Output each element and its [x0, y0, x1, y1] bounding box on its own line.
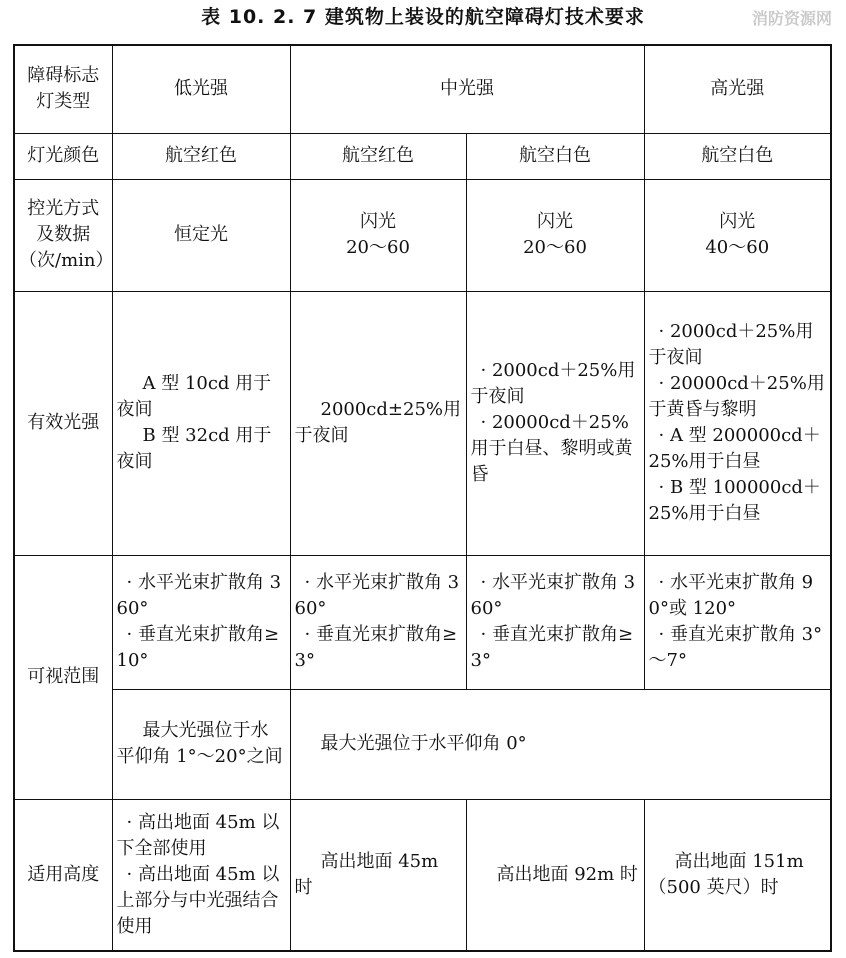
header-high-intensity: 高光强 — [644, 45, 831, 133]
max-intensity-text: 最大光强位于水平仰角 0° — [320, 733, 527, 754]
intensity-line: · 2000cd＋25%用于夜间 — [470, 360, 636, 407]
requirements-table — [13, 44, 832, 952]
row-header-color: 灯光颜色 — [14, 133, 112, 179]
control-mode: 闪光 — [360, 211, 396, 232]
intensity-line: · B 型 100000cd＋25%用于白昼 — [648, 477, 821, 524]
height-line: 高出地面 45m 时 — [294, 850, 439, 898]
intensity-cell — [466, 291, 644, 555]
height-line: · 高出地面 45m 以上部分与中光强结合使用 — [116, 863, 280, 937]
range-line: · 水平光束扩散角 360° — [116, 572, 282, 619]
control-rate: 40～60 — [705, 237, 770, 258]
range-line: · 垂直光束扩散角≥3° — [470, 624, 634, 671]
height-cell — [290, 799, 466, 951]
range-cell — [290, 555, 466, 689]
intensity-line: · 2000cd＋25%用于夜间 — [648, 321, 814, 368]
max-intensity-text: 最大光强位于水平仰角 1°～20°之间 — [116, 720, 283, 767]
control-cell — [466, 179, 644, 291]
table-row — [14, 179, 831, 291]
table-row — [14, 133, 831, 179]
intensity-line: · A 型 200000cd＋25%用于白昼 — [648, 425, 821, 472]
range-line: · 水平光束扩散角 90°或 120° — [648, 572, 814, 619]
height-cell — [644, 799, 831, 951]
header-medium-intensity: 中光强 — [290, 45, 644, 133]
table-title: 表 10. 2. 7 建筑物上装设的航空障碍灯技术要求 — [201, 6, 645, 28]
intensity-cell — [112, 291, 290, 555]
range-line: · 垂直光束扩散角≥10° — [116, 624, 280, 671]
color-cell: 航空红色 — [290, 133, 466, 179]
range-cell — [112, 555, 290, 689]
control-mode: 闪光 — [537, 211, 573, 232]
control-mode: 闪光 — [719, 211, 756, 232]
range-line: · 垂直光束扩散角 3°～7° — [648, 624, 823, 671]
intensity-line: · 20000cd＋25%用于白昼、黎明或黄昏 — [470, 412, 633, 485]
max-intensity-low — [112, 689, 290, 799]
row-header-range: 可视范围 — [14, 555, 112, 799]
row-header-height: 适用高度 — [14, 799, 112, 951]
range-line: · 垂直光束扩散角≥3° — [294, 624, 458, 671]
row-header-intensity: 有效光强 — [14, 291, 112, 555]
height-line: 高出地面 92m 时 — [496, 863, 638, 885]
height-line: · 高出地面 45m 以下全部使用 — [116, 811, 280, 859]
control-cell — [644, 179, 831, 291]
range-line: · 水平光束扩散角 360° — [294, 572, 460, 619]
row-header-control: 控光方式及数据（次/min） — [14, 179, 112, 291]
control-cell — [290, 179, 466, 291]
color-cell: 航空白色 — [466, 133, 644, 179]
range-cell — [466, 555, 644, 689]
intensity-cell — [290, 291, 466, 555]
table-row — [14, 291, 831, 555]
height-line: 高出地面 151m（500 英尺）时 — [648, 850, 804, 898]
control-rate: 20～60 — [346, 237, 410, 258]
control-rate: 20～60 — [523, 237, 587, 258]
row-header-type: 障碍标志灯类型 — [14, 45, 112, 133]
intensity-cell — [644, 291, 831, 555]
intensity-line: B 型 32cd 用于夜间 — [116, 425, 272, 472]
max-intensity-other — [290, 689, 831, 799]
control-cell: 恒定光 — [112, 179, 290, 291]
table-row — [14, 45, 831, 133]
height-cell — [112, 799, 290, 951]
intensity-line: · 20000cd＋25%用于黄昏与黎明 — [648, 373, 825, 420]
table-row — [14, 689, 831, 799]
color-cell: 航空白色 — [644, 133, 831, 179]
table-row — [14, 799, 831, 951]
color-cell: 航空红色 — [112, 133, 290, 179]
intensity-line: 2000cd±25%用于夜间 — [294, 399, 462, 446]
height-cell — [466, 799, 644, 951]
range-line: · 水平光束扩散角 360° — [470, 572, 636, 619]
intensity-line: A 型 10cd 用于夜间 — [116, 373, 272, 420]
header-low-intensity: 低光强 — [112, 45, 290, 133]
range-cell — [644, 555, 831, 689]
table-row — [14, 555, 831, 689]
watermark: 消防资源网 — [751, 9, 832, 28]
